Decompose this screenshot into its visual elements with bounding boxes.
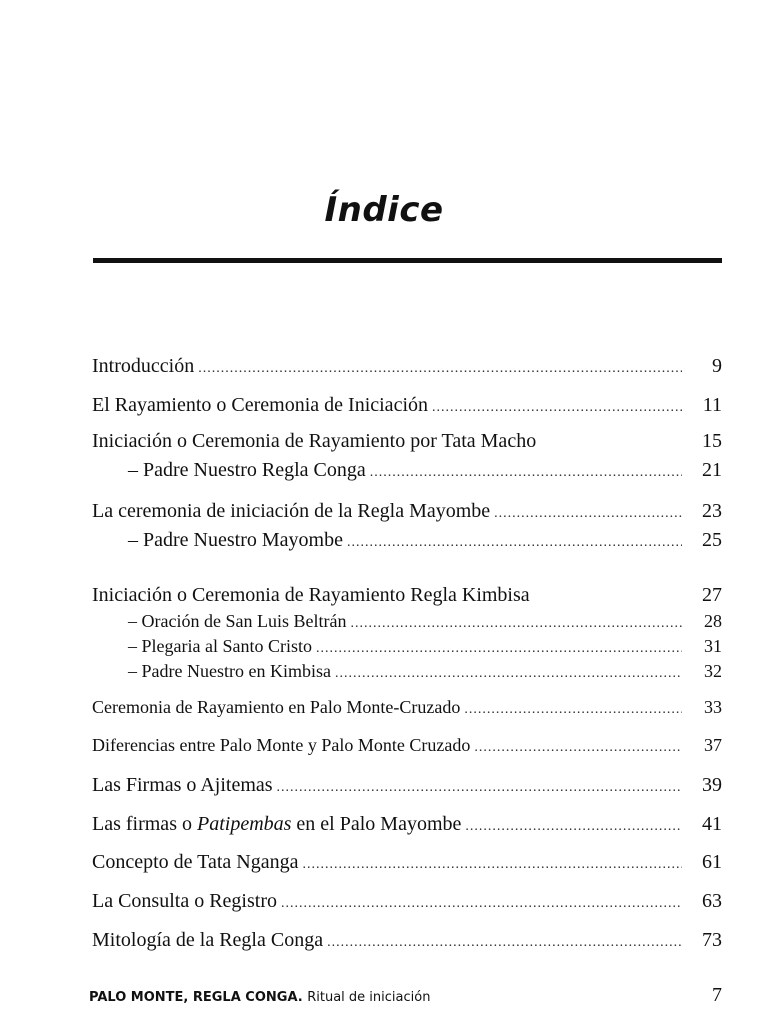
toc-subentry[interactable] xyxy=(128,529,722,555)
dot-leader xyxy=(327,935,682,951)
toc-entry-page: 25 xyxy=(702,529,722,551)
toc-entry-title: Introducción xyxy=(92,355,195,377)
running-title xyxy=(89,990,430,1005)
toc-entry-page: 37 xyxy=(704,735,722,755)
dot-leader xyxy=(465,819,682,835)
toc-entry-title-part: en el Palo Mayombe xyxy=(291,813,462,835)
toc-entry-title: – Plegaria al Santo Cristo xyxy=(128,636,312,656)
toc-entry-page: 28 xyxy=(704,611,722,631)
dot-leader xyxy=(198,361,682,377)
toc-entry-title: Concepto de Tata Nganga xyxy=(92,851,299,873)
toc-entry[interactable] xyxy=(92,394,722,420)
toc-entry-title: – Oración de San Luis Beltrán xyxy=(128,611,347,631)
dot-leader xyxy=(464,702,682,718)
toc-entry-page: 73 xyxy=(702,929,722,951)
toc-subentry[interactable] xyxy=(128,611,722,637)
toc-entry-title: – Padre Nuestro Mayombe xyxy=(128,529,343,551)
toc-entry-title-part: Las firmas o xyxy=(92,813,197,835)
dot-leader xyxy=(474,740,682,756)
toc-entry[interactable] xyxy=(92,890,722,916)
dot-leader xyxy=(335,666,682,682)
toc-entry-title: Mitología de la Regla Conga xyxy=(92,929,324,951)
toc-entry-page: 39 xyxy=(702,774,722,796)
toc-entry-title: Diferencias entre Palo Monte y Palo Monte Cruzado xyxy=(92,735,471,755)
toc-entry-page: 41 xyxy=(702,813,722,835)
toc-entry-title-emphasis: Patipembas xyxy=(196,813,292,835)
toc-entry-title: – Padre Nuestro en Kimbisa xyxy=(128,661,331,681)
dot-leader xyxy=(316,641,682,657)
page-number: 7 xyxy=(712,984,722,1006)
dot-leader xyxy=(370,465,682,481)
toc-entry-page: 11 xyxy=(702,394,722,416)
running-title-bold: PALO MONTE, REGLA CONGA. xyxy=(89,990,303,1005)
toc-entry[interactable] xyxy=(92,430,722,456)
toc-entry-title: Iniciación o Ceremonia de Rayamiento por Tata Macho xyxy=(92,430,537,452)
toc-entry[interactable] xyxy=(92,697,722,723)
toc-entry[interactable] xyxy=(92,500,722,526)
toc-entry[interactable] xyxy=(92,584,722,610)
toc-subentry[interactable] xyxy=(128,636,722,662)
toc-entry-page: 21 xyxy=(702,459,722,481)
dot-leader xyxy=(432,400,682,416)
toc-entry-title: Las Firmas o Ajitemas xyxy=(92,774,273,796)
toc-entry-page: 15 xyxy=(702,430,722,452)
toc-entry-page: 23 xyxy=(702,500,722,522)
toc-entry-page: 31 xyxy=(704,636,722,656)
toc-subentry[interactable] xyxy=(128,661,722,687)
toc-entry-title xyxy=(92,813,461,836)
toc-entry-page: 61 xyxy=(702,851,722,873)
toc-entry[interactable] xyxy=(92,774,722,800)
dot-leader xyxy=(350,616,682,632)
toc-subentry[interactable] xyxy=(128,459,722,485)
running-title-rest: Ritual de iniciación xyxy=(307,990,431,1005)
toc-entry-title: – Padre Nuestro Regla Conga xyxy=(128,459,366,481)
toc-entry-title: La ceremonia de iniciación de la Regla Mayombe xyxy=(92,500,491,522)
dot-leader xyxy=(281,896,682,912)
toc-entry-page: 27 xyxy=(702,584,722,606)
toc-entry[interactable] xyxy=(92,735,722,761)
toc-entry-title: Ceremonia de Rayamiento en Palo Monte-Cruzado xyxy=(92,697,461,717)
page-footer xyxy=(89,984,722,1007)
toc-entry-title: La Consulta o Registro xyxy=(92,890,277,912)
page-title: Índice xyxy=(324,190,444,230)
toc-entry[interactable] xyxy=(92,929,722,955)
toc-entry-page: 33 xyxy=(704,697,722,717)
dot-leader xyxy=(303,857,683,873)
dot-leader xyxy=(494,506,682,522)
toc-entry-page: 63 xyxy=(702,890,722,912)
dot-leader xyxy=(347,535,682,551)
toc-entry[interactable] xyxy=(92,851,722,877)
toc-entry[interactable] xyxy=(92,813,722,839)
toc-entry-page: 9 xyxy=(712,355,722,377)
toc-entry-page: 32 xyxy=(704,661,722,681)
toc-entry[interactable] xyxy=(92,355,722,381)
dot-leader xyxy=(277,780,682,796)
toc-entry-title: El Rayamiento o Ceremonia de Iniciación xyxy=(92,394,428,416)
toc-entry-title: Iniciación o Ceremonia de Rayamiento Regla Kimbisa xyxy=(92,584,530,606)
